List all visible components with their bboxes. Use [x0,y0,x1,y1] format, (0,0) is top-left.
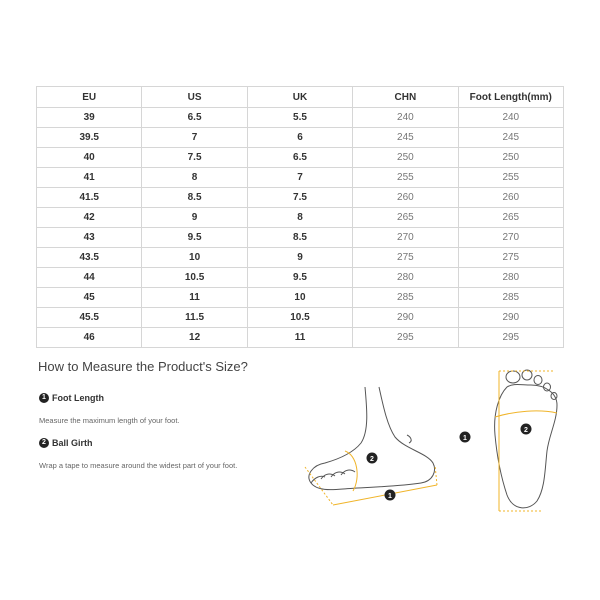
step-description: Measure the maximum length of your foot. [39,416,180,425]
table-cell: 45.5 [37,308,142,328]
table-cell: 240 [458,108,563,128]
table-cell: 290 [458,308,563,328]
step-heading: Foot Length [52,392,104,403]
table-row [37,228,564,248]
table-row [37,268,564,288]
table-cell: 240 [353,108,458,128]
table-cell: 295 [353,328,458,348]
table-row [37,288,564,308]
table-header-row [37,87,564,108]
table-cell: 8 [247,208,352,228]
table-row [37,188,564,208]
size-chart-table [36,86,564,348]
measure-title: How to Measure the Product's Size? [38,359,248,374]
table-cell: 295 [458,328,563,348]
table-cell: 10.5 [142,268,247,288]
table-cell: 8.5 [247,228,352,248]
table-cell: 12 [142,328,247,348]
table-cell: 275 [458,248,563,268]
table-cell: 6.5 [142,108,247,128]
table-cell: 41 [37,168,142,188]
table-cell: 43.5 [37,248,142,268]
table-cell: 10.5 [247,308,352,328]
step-description: Wrap a tape to measure around the widest part of your foot. [39,461,238,470]
header-chn: CHN [353,87,458,108]
table-cell: 9.5 [142,228,247,248]
table-cell: 5.5 [247,108,352,128]
step-ball-girth [39,434,237,470]
table-cell: 7 [142,128,247,148]
table-row [37,128,564,148]
table-row [37,308,564,328]
table-cell: 290 [353,308,458,328]
table-cell: 46 [37,328,142,348]
table-cell: 11.5 [142,308,247,328]
table-cell: 260 [458,188,563,208]
table-cell: 9.5 [247,268,352,288]
table-cell: 7.5 [247,188,352,208]
table-cell: 250 [353,148,458,168]
table-cell: 275 [353,248,458,268]
table-cell: 285 [458,288,563,308]
table-cell: 10 [247,288,352,308]
table-cell: 280 [353,268,458,288]
side-girth-marker-number: 2 [370,456,374,463]
table-cell: 43 [37,228,142,248]
table-row [37,208,564,228]
side-view-foot-illustration [309,387,435,490]
step-number-badge: 2 [39,438,49,448]
table-cell: 11 [247,328,352,348]
table-cell: 6.5 [247,148,352,168]
step-foot-length [39,389,179,425]
table-cell: 7 [247,168,352,188]
table-row [37,168,564,188]
header-us: US [142,87,247,108]
table-cell: 42 [37,208,142,228]
table-row [37,328,564,348]
table-cell: 45 [37,288,142,308]
table-cell: 270 [353,228,458,248]
table-cell: 44 [37,268,142,288]
table-cell: 280 [458,268,563,288]
table-cell: 265 [353,208,458,228]
table-cell: 9 [142,208,247,228]
top-girth-marker-number: 2 [524,427,528,434]
foot-measure-diagram [295,365,575,525]
table-cell: 255 [458,168,563,188]
top-view-foot-illustration [495,370,557,508]
table-cell: 39.5 [37,128,142,148]
table-cell: 41.5 [37,188,142,208]
table-cell: 9 [247,248,352,268]
table-cell: 6 [247,128,352,148]
table-row [37,148,564,168]
step-heading: Ball Girth [52,437,93,448]
table-cell: 10 [142,248,247,268]
header-eu: EU [37,87,142,108]
header-uk: UK [247,87,352,108]
table-row [37,248,564,268]
table-cell: 245 [353,128,458,148]
table-cell: 270 [458,228,563,248]
top-view-measure-lines [495,371,557,511]
table-cell: 11 [142,288,247,308]
top-length-marker-number: 1 [463,435,467,442]
table-cell: 260 [353,188,458,208]
table-cell: 245 [458,128,563,148]
table-cell: 8 [142,168,247,188]
table-cell: 7.5 [142,148,247,168]
table-cell: 255 [353,168,458,188]
table-row [37,108,564,128]
header-foot-length: Foot Length(mm) [458,87,563,108]
table-cell: 39 [37,108,142,128]
table-body [37,108,564,348]
side-length-marker-number: 1 [388,493,392,500]
table-cell: 40 [37,148,142,168]
table-cell: 265 [458,208,563,228]
step-number-badge: 1 [39,393,49,403]
table-cell: 8.5 [142,188,247,208]
table-cell: 285 [353,288,458,308]
table-cell: 250 [458,148,563,168]
